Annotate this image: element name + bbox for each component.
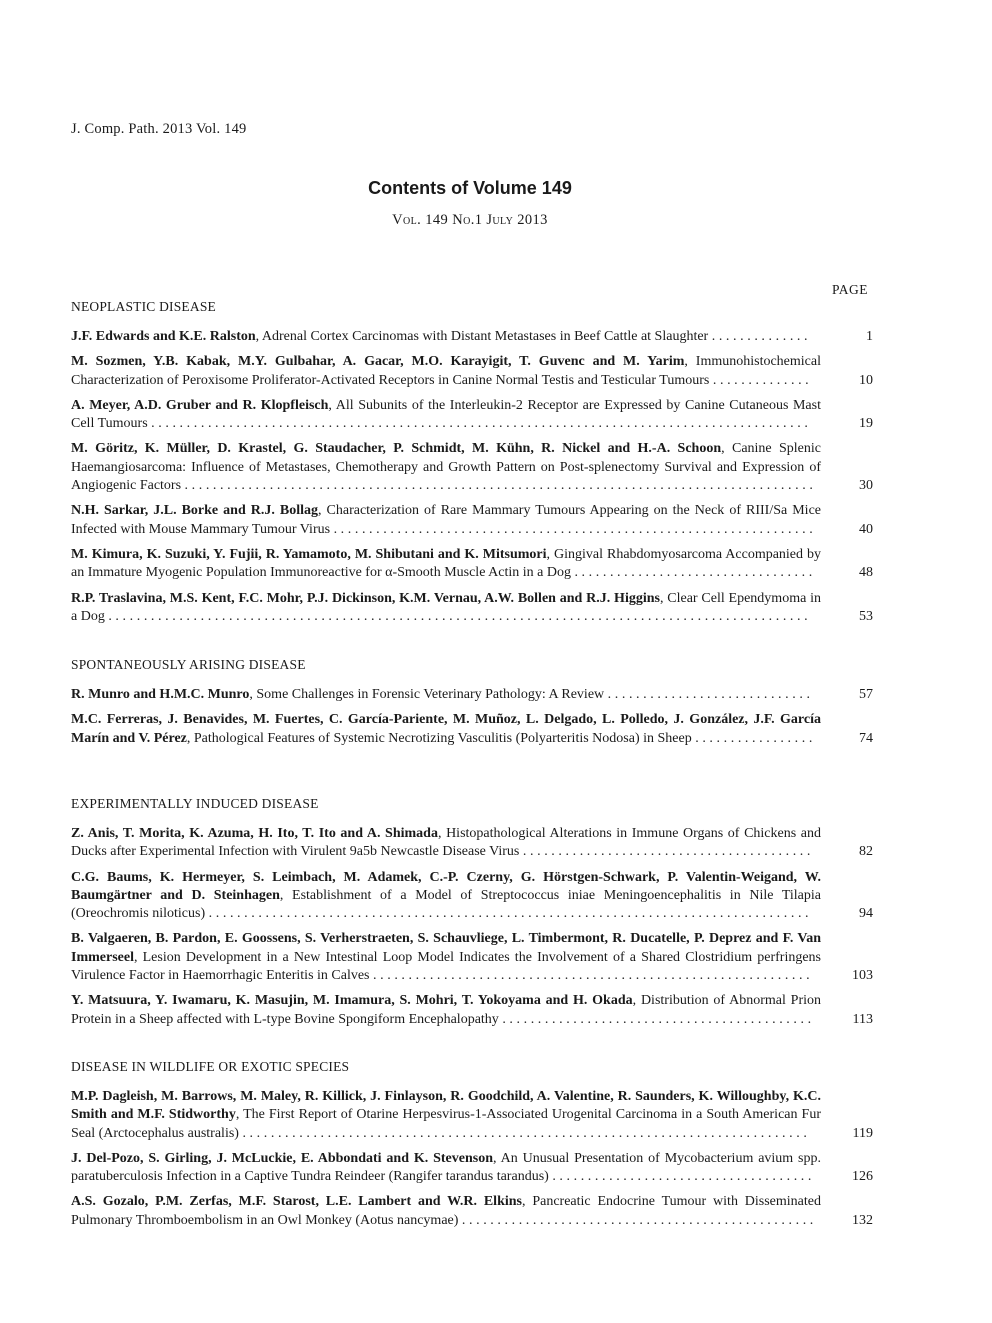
entry-page-number: 74 [859, 730, 873, 746]
entry-authors: R.P. Traslavina, M.S. Kent, F.C. Mohr, P.J. Dickinson, K.M. Vernau, A.W. Bollen and R.J. Higgins [71, 590, 660, 606]
dot-leader: .................................. [574, 565, 816, 581]
entry-title: , Pathological Features of Systemic Necrotizing Vasculitis (Polyarteritis Nodosa) in Sheep [186, 730, 696, 746]
entry-page-number: 103 [852, 968, 873, 984]
entry-authors: A. Meyer, A.D. Gruber and R. Klopfleisch [71, 397, 329, 413]
entry-authors: M. Göritz, K. Müller, D. Krastel, G. Staudacher, P. Schmidt, M. Kühn, R. Nickel and H.-A. Schoon [71, 441, 722, 457]
entry-title: , Immunohistochemical Characterization of Peroxisome Proliferator-Activated Receptors in Canine Normal Testis and Testicular Tumours [71, 354, 821, 388]
toc-entry[interactable] [71, 992, 873, 1029]
entry-page-number: 57 [859, 687, 873, 702]
entry-page-number: 113 [852, 1011, 873, 1027]
entry-title: , Pancreatic Endocrine Tumour with Disseminated Pulmonary Thromboembolism in an Owl Monkey (Aotus nancymae) [71, 1194, 821, 1228]
entry-title: , Some Challenges in Forensic Veterinary Pathology: A Review [249, 687, 608, 702]
toc-entry[interactable] [71, 711, 873, 748]
dot-leader: ............................. [607, 687, 814, 702]
toc-entry[interactable] [71, 590, 873, 627]
entry-page-number: 1 [866, 329, 873, 344]
entry-title: , Canine Splenic Haemangiosarcoma: Influence of Metastases, Chemotherapy and Growth Pattern on Post-splenectomy Survival and Expression of Angiogenic Factors [71, 441, 821, 494]
toc-entry[interactable] [71, 930, 873, 985]
entry-page-number: 30 [859, 478, 873, 494]
entry-page-number: 126 [852, 1169, 873, 1185]
toc-entry[interactable] [71, 869, 873, 924]
toc-entry[interactable] [71, 502, 873, 539]
toc-entry[interactable] [71, 440, 873, 495]
section-title: SPONTANEOUSLY ARISING DISEASE [71, 657, 306, 672]
toc-entry[interactable] [71, 686, 873, 704]
entry-title: , Distribution of Abnormal Prion Protein in a Sheep affected with L-type Bovine Spongiform Encephalopathy [71, 993, 821, 1027]
dot-leader: ................................................................................ [242, 1125, 811, 1141]
toc-entry[interactable] [71, 328, 873, 346]
dot-leader: .............................................................. [373, 968, 814, 984]
toc-entry[interactable] [71, 1088, 873, 1143]
dot-leader: .................................................. [461, 1212, 817, 1228]
entry-authors: J.F. Edwards and K.E. Ralston [71, 329, 256, 344]
entry-authors: M.P. Dagleish, M. Barrows, M. Maley, R. Killick, J. Finlayson, R. Goodchild, A. Valentine, R. Saunders, K. Willoughby, K.C. Smith and M.F. Stidworthy [71, 1089, 821, 1123]
entry-page-number: 10 [859, 372, 873, 388]
section [71, 298, 873, 633]
section [71, 795, 873, 1036]
journal-citation: J. Comp. Path. 2013 Vol. 149 [71, 121, 247, 137]
issue-line: Vol. 149 No.1 July 2013 [392, 212, 548, 228]
entry-title: , Adrenal Cortex Carcinomas with Distant Metastases in Beef Cattle at Slaughter [255, 329, 712, 344]
entry-title: , All Subunits of the Interleukin-2 Receptor are Expressed by Canine Cutaneous Mast Cell Tumours [71, 397, 821, 432]
entry-page-number: 119 [852, 1125, 873, 1141]
toc-entry[interactable] [71, 353, 873, 390]
dot-leader: ................. [695, 730, 816, 746]
entry-authors: Y. Matsuura, Y. Iwamaru, K. Masujin, M. Imamura, S. Mohri, T. Yokoyama and H. Okada [71, 993, 633, 1009]
entry-page-number: 94 [859, 906, 873, 922]
entry-page-number: 19 [859, 416, 873, 432]
section-title: DISEASE IN WILDLIFE OR EXOTIC SPECIES [71, 1059, 350, 1074]
entry-authors: R. Munro and H.M.C. Munro [71, 687, 250, 702]
dot-leader: ..................................................................................... [208, 906, 813, 922]
entry-title: , Clear Cell Ependymoma in a Dog [71, 590, 822, 624]
dot-leader: ................................................................................................... [108, 608, 812, 624]
section [71, 656, 873, 755]
entry-page-number: 82 [859, 844, 873, 860]
entry-page-number: 132 [852, 1212, 873, 1228]
entry-page-number: 40 [859, 521, 873, 537]
entry-page-number: 48 [859, 565, 873, 581]
entry-title: , An Unusual Presentation of Mycobacterium avium spp. paratuberculosis Infection in a Captive Tundra Reindeer (Rangifer tarandus tarandus) [71, 1150, 822, 1185]
dot-leader: ..................................... [552, 1169, 816, 1185]
section-title: NEOPLASTIC DISEASE [71, 299, 216, 314]
entry-authors: N.H. Sarkar, J.L. Borke and R.J. Bollag [71, 503, 318, 519]
page-column-header: PAGE [831, 282, 868, 297]
entry-authors: A.S. Gozalo, P.M. Zerfas, M.F. Starost, L.E. Lambert and W.R. Elkins [71, 1194, 522, 1210]
page-title: Contents of Volume 149 [368, 178, 572, 198]
dot-leader: ............................................ [502, 1011, 815, 1027]
section-title: EXPERIMENTALLY INDUCED DISEASE [71, 796, 319, 811]
entry-title: , Histopathological Alterations in Immune Organs of Chickens and Ducks after Experimental Infection with Virulent 9a5b Newcastle Disease Virus [71, 826, 821, 860]
toc-entry[interactable] [71, 397, 873, 434]
entry-page-number: 53 [859, 608, 873, 624]
toc-entry[interactable] [71, 825, 873, 862]
entry-title: , The First Report of Otarine Herpesvirus-1-Associated Urogenital Carcinoma in a South American Fur Seal (Arctocephalus australis) [71, 1107, 821, 1141]
entry-authors: J. Del-Pozo, S. Girling, J. McLuckie, E. Abbondati and K. Stevenson [71, 1150, 494, 1166]
entry-title: , Establishment of a Model of Streptococcus iniae Meningoencephalitis in Nile Tilapia (Oreochromis niloticus) [71, 887, 821, 922]
toc-entry[interactable] [71, 1150, 873, 1187]
entry-title: , Characterization of Rare Mammary Tumours Appearing on the Neck of RIII/Sa Mice Infected with Mouse Mammary Tumour Virus [71, 503, 821, 537]
entry-authors: Z. Anis, T. Morita, K. Azuma, H. Ito, T. Ito and A. Shimada [71, 826, 438, 841]
entry-title: , Gingival Rhabdomyosarcoma Accompanied by an Immature Myogenic Population Immunoreactive for α-Smooth Muscle Actin in a Dog [71, 546, 821, 581]
entry-authors: M. Sozmen, Y.B. Kabak, M.Y. Gulbahar, A. Gacar, M.O. Karayigit, T. Guvenc and M. Yarim [71, 354, 685, 370]
dot-leader: .............. [712, 372, 813, 388]
dot-leader: ......................................... [522, 844, 814, 860]
entry-authors: M. Kimura, K. Suzuki, Y. Fujii, R. Yamamoto, M. Shibutani and K. Mitsumori [71, 546, 547, 562]
entry-authors: M.C. Ferreras, J. Benavides, M. Fuertes, C. García-Pariente, M. Muñoz, L. Delgado, L. Polledo, J. González, J.F. García Marín and V. Pérez [71, 712, 821, 746]
entry-authors: C.G. Baums, K. Hermeyer, S. Leimbach, M. Adamek, C.-P. Czerny, G. Hörstgen-Schwark, P. Valentin-Weigand, W. Baumgärtner and D. Steinhagen [71, 869, 821, 903]
entry-authors: B. Valgaeren, B. Pardon, E. Goossens, S. Verherstraeten, S. Schauvliege, L. Timbermont, R. Ducatelle, P. Deprez and F. Van Immerseel [71, 931, 821, 965]
toc-entry[interactable] [71, 546, 873, 583]
dot-leader: .............. [711, 329, 812, 344]
dot-leader: .................................................................... [333, 521, 817, 537]
section [71, 1058, 873, 1237]
entry-title: , Lesion Development in a New Intestinal Loop Model Indicates the Involvement of a Shared Clostridium perfringens Virulence Factor in Haemorrhagic Enteritis in Calves [71, 949, 821, 984]
dot-leader: ......................................................................................... [184, 478, 817, 494]
dot-leader: ............................................................................................. [151, 416, 812, 432]
toc-entry[interactable] [71, 1193, 873, 1230]
